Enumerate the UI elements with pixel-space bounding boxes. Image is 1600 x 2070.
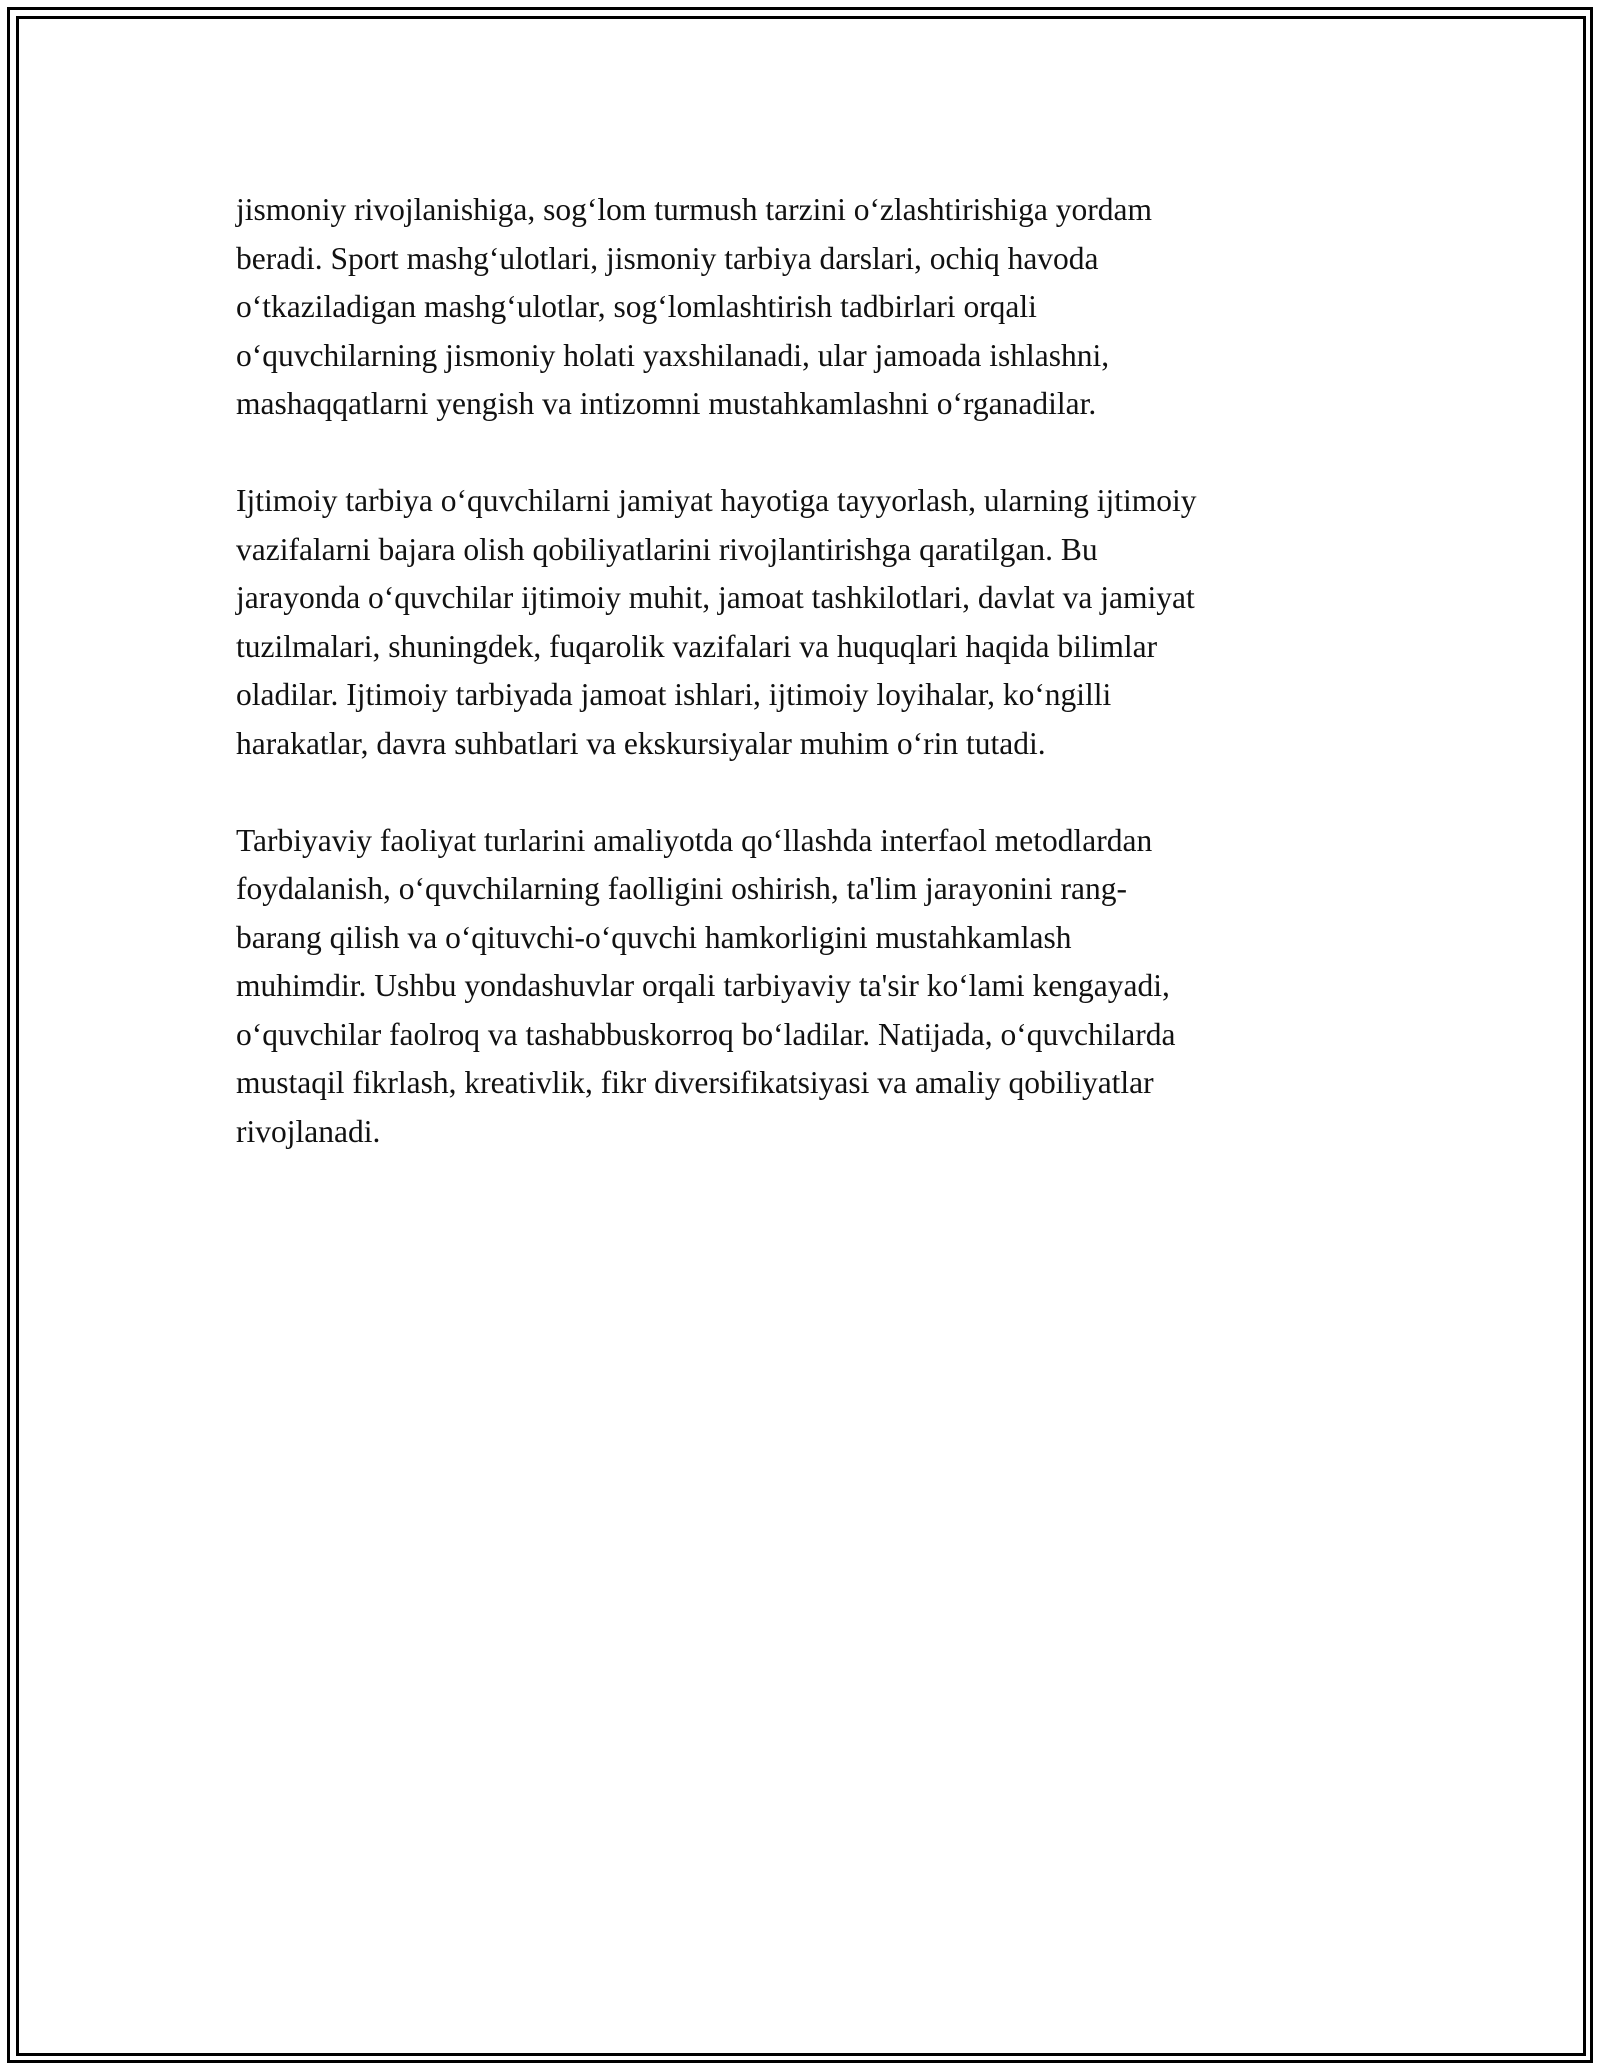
text-line: jarayonda o‘quvchilar ijtimoiy muhit, jamoat tashkilotlari, davlat va jamiyat — [236, 580, 1195, 615]
text-line: foydalanish, o‘quvchilarning faolligini oshirish, ta'lim jarayonini rang- — [236, 871, 1127, 906]
text-line: tuzilmalari, shuningdek, fuqarolik vazifalari va huquqlari haqida bilimlar — [236, 628, 1158, 664]
text-line: Tarbiyaviy faoliyat turlarini amaliyotda qo‘llashda interfaol metodlardan — [236, 822, 1153, 858]
text-line: oladilar. Ijtimoiy tarbiyada jamoat ishlari, ijtimoiy loyihalar, ko‘ngilli — [236, 677, 1112, 712]
text-line: Ijtimoiy tarbiya o‘quvchilarni jamiyat hayotiga tayyorlash, ularning ijtimoiy — [236, 483, 1197, 518]
text-line: beradi. Sport mashg‘ulotlari, jismoniy tarbiya darslari, ochiq havoda — [236, 240, 1099, 276]
paragraph-social-education — [236, 477, 1368, 768]
text-line: jismoniy rivojlanishiga, sog‘lom turmush tarzini o‘zlashtirishiga yordam — [236, 192, 1152, 227]
text-line: mustaqil fikrlash, kreativlik, fikr diversifikatsiyasi va amaliy qobiliyatlar — [236, 1065, 1154, 1100]
text-line: o‘quvchilarning jismoniy holati yaxshilanadi, ular jamoada ishlashni, — [236, 337, 1110, 373]
paragraph-physical-education — [236, 186, 1368, 429]
text-line: rivojlanadi. — [236, 1113, 381, 1149]
document-body — [236, 186, 1368, 1205]
text-line: vazifalarni bajara olish qobiliyatlarini rivojlantirishga qaratilgan. Bu — [236, 531, 1098, 567]
text-line: o‘quvchilar faolroq va tashabbuskorroq bo‘ladilar. Natijada, o‘quvchilarda — [236, 1016, 1176, 1052]
text-line: harakatlar, davra suhbatlari va ekskursiyalar muhim o‘rin tutadi. — [236, 725, 1046, 761]
text-line: o‘tkaziladigan mashg‘ulotlar, sog‘lomlashtirish tadbirlari orqali — [236, 289, 1037, 324]
paragraph-interactive-methods — [236, 817, 1368, 1157]
text-line: barang qilish va o‘qituvchi-o‘quvchi hamkorligini mustahkamlash — [236, 919, 1072, 955]
text-line: mashaqqatlarni yengish va intizomni mustahkamlashni o‘rganadilar. — [236, 386, 1097, 421]
text-line: muhimdir. Ushbu yondashuvlar orqali tarbiyaviy ta'sir ko‘lami kengayadi, — [236, 968, 1170, 1003]
